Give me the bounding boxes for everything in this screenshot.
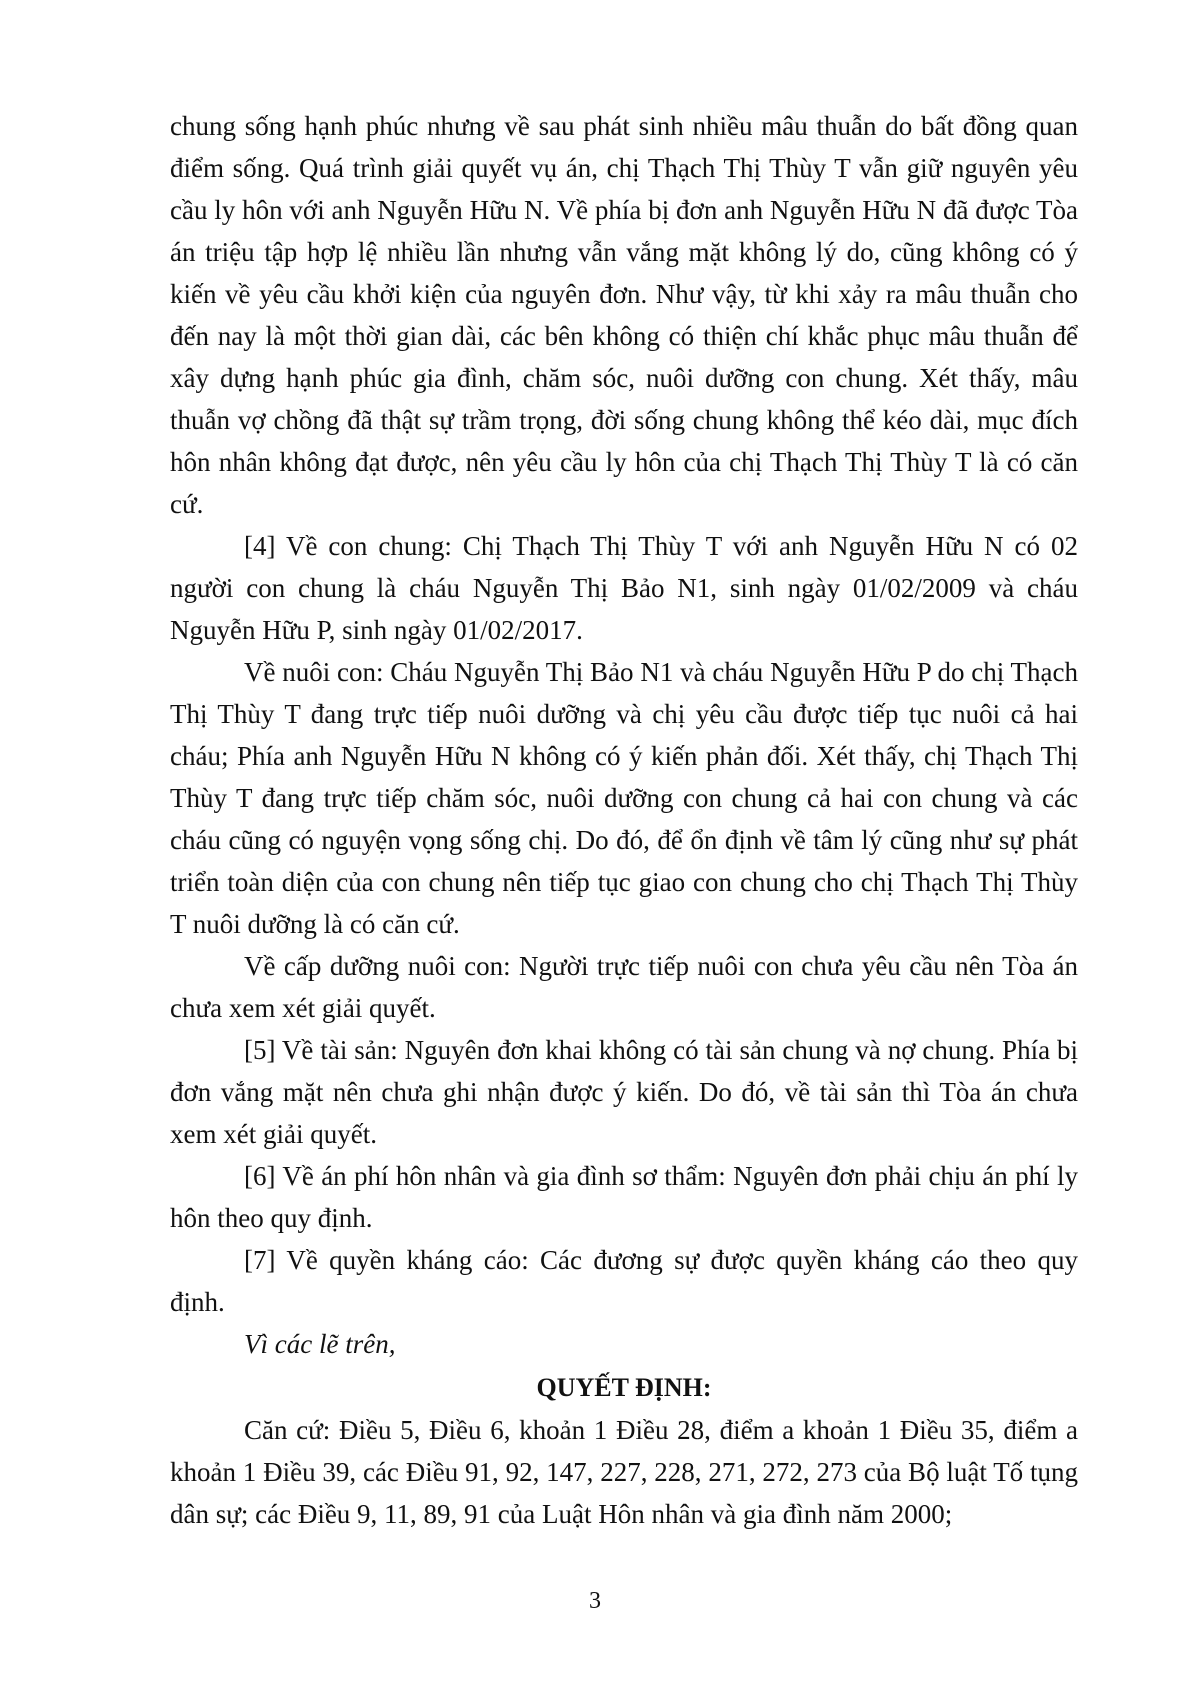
paragraph-continuation: chung sống hạnh phúc nhưng về sau phát sinh nhiều mâu thuẫn do bất đồng quan điểm sống. Quá trình giải quyết vụ án, chị Thạch Thị Thùy T vẫn giữ nguyên yêu cầu ly hôn với anh Nguyễn Hữu N. Về phía bị đơn anh Nguyễn Hữu N đã được Tòa án triệu tập hợp lệ nhiều lần nhưng vẫn vắng mặt không lý do, cũng không có ý kiến về yêu cầu khởi kiện của nguyên đơn. Như vậy, từ khi xảy ra mâu thuẫn cho đến nay là một thời gian dài, các bên không có thiện chí khắc phục mâu thuẫn để xây dựng hạnh phúc gia đình, chăm sóc, nuôi dưỡng con chung. Xét thấy, mâu thuẫn vợ chồng đã thật sự trầm trọng, đời sống chung không thể kéo dài, mục đích hôn nhân không đạt được, nên yêu cầu ly hôn của chị Thạch Thị Thùy T là có căn cứ. <box>170 111 1078 519</box>
decision-heading: QUYẾT ĐỊNH: <box>536 1373 712 1402</box>
page-number: 3 <box>589 1588 601 1614</box>
paragraph-4-children: [4] Về con chung: Chị Thạch Thị Thùy T với anh Nguyễn Hữu N có 02 người con chung là cháu Nguyễn Thị Bảo N1, sinh ngày 01/02/2009 và cháu Nguyễn Hữu P, sinh ngày 01/02/2017. <box>170 531 1078 645</box>
paragraph-6-court-fee: [6] Về án phí hôn nhân và gia đình sơ thẩm: Nguyên đơn phải chịu án phí ly hôn theo quy định. <box>170 1161 1078 1233</box>
document-page <box>170 105 1078 1535</box>
paragraph-for-these-reasons: Vì các lẽ trên, <box>244 1329 396 1359</box>
paragraph-child-custody: Về nuôi con: Cháu Nguyễn Thị Bảo N1 và cháu Nguyễn Hữu P do chị Thạch Thị Thùy T đang trực tiếp nuôi dưỡng và chị yêu cầu được tiếp tục nuôi cả hai cháu; Phía anh Nguyễn Hữu N không có ý kiến phản đối. Xét thấy, chị Thạch Thị Thùy T đang trực tiếp chăm sóc, nuôi dưỡng con chung cả hai con chung và các cháu cũng có nguyện vọng sống chị. Do đó, để ổn định về tâm lý cũng như sự phát triển toàn diện của con chung nên tiếp tục giao con chung cho chị Thạch Thị Thùy T nuôi dưỡng là có căn cứ. <box>170 657 1078 939</box>
paragraph-child-support: Về cấp dưỡng nuôi con: Người trực tiếp nuôi con chưa yêu cầu nên Tòa án chưa xem xét giải quyết. <box>170 951 1078 1023</box>
paragraph-legal-basis: Căn cứ: Điều 5, Điều 6, khoản 1 Điều 28, điểm a khoản 1 Điều 35, điểm a khoản 1 Điều 39, các Điều 91, 92, 147, 227, 228, 271, 272, 273 của Bộ luật Tố tụng dân sự; các Điều 9, 11, 89, 91 của Luật Hôn nhân và gia đình năm 2000; <box>170 1415 1078 1529</box>
paragraph-7-appeal: [7] Về quyền kháng cáo: Các đương sự được quyền kháng cáo theo quy định. <box>170 1245 1078 1317</box>
paragraph-5-property: [5] Về tài sản: Nguyên đơn khai không có tài sản chung và nợ chung. Phía bị đơn vắng mặt nên chưa ghi nhận được ý kiến. Do đó, về tài sản thì Tòa án chưa xem xét giải quyết. <box>170 1035 1078 1149</box>
